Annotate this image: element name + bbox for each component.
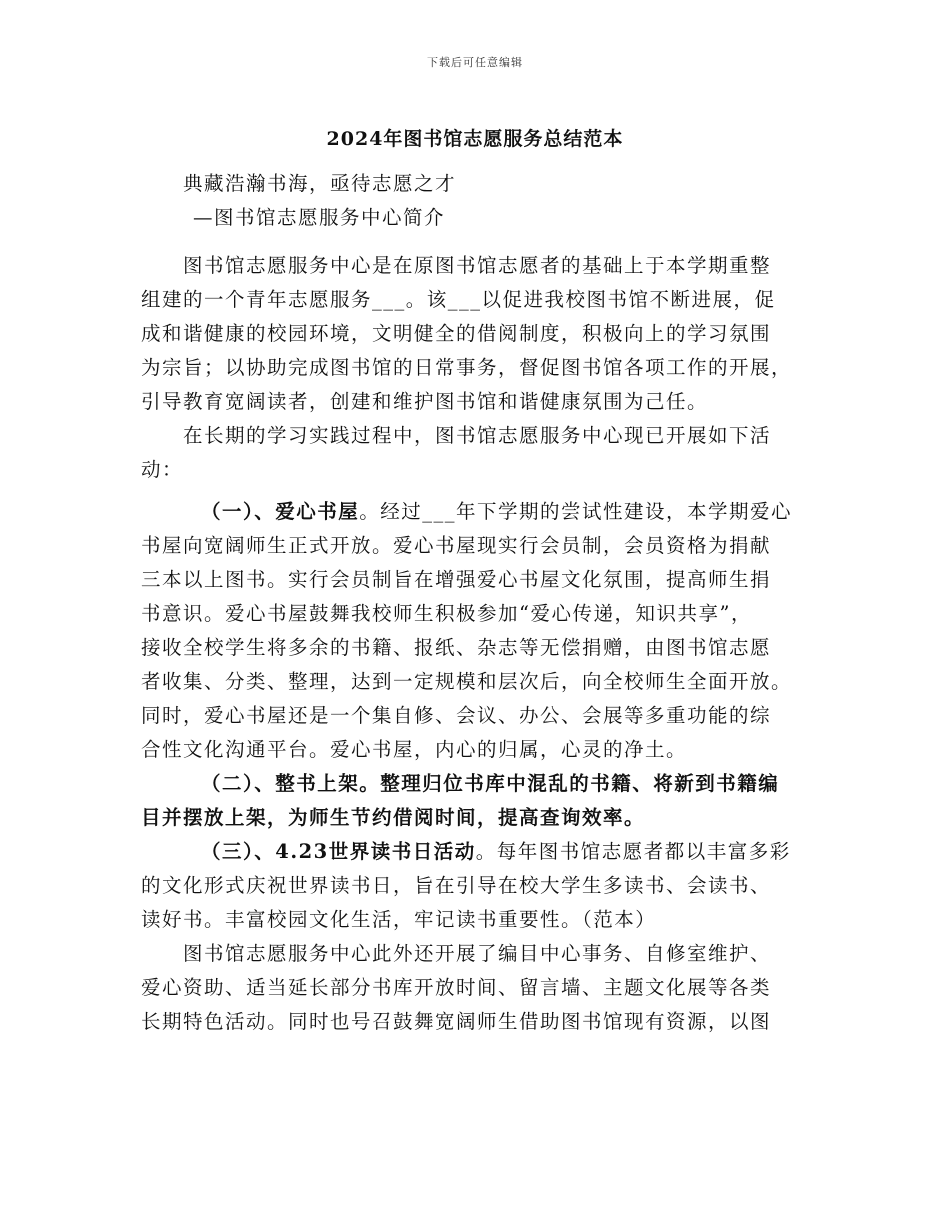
section-first-line [141,835,831,869]
paragraph-line: 图书馆志愿服务中心此外还开展了编目中心事务、自修室维护、 [183,942,772,965]
section-heading: （三）、4.23世界读书日活动 [201,840,476,863]
paragraph-activities-intro [141,419,831,487]
subtitle-line-2: —图书馆志愿服务中心简介 [193,206,446,229]
paragraph-line: 者收集、分类、整理，达到一定规模和层次后，向全校师生全面开放。 [141,670,793,693]
paragraph-line: 图书馆志愿服务中心是在原图书馆志愿者的基础上于本学期重整 [183,254,772,277]
paragraph-line: 书意识。爱心书屋鼓舞我校师生积极参加“爱心传递，知识共享”， [141,602,752,625]
paragraph-other-activities [141,937,831,1039]
document-body [141,167,831,1039]
paragraph-line: 长期特色活动。同时也号召鼓舞宽阔师生借助图书馆现有资源，以图 [141,1010,772,1033]
paragraph-intro [141,249,831,419]
paragraph-line: 动： [141,458,184,481]
paragraph-line: 同时，爱心书屋还是一个集自修、会议、办公、会展等多重功能的综 [141,704,772,727]
paragraph-line: 目并摆放上架，为师生节约借阅时间，提高查询效率。 [141,806,646,829]
paragraph-line: 合性文化沟通平台。爱心书屋，内心的归属，心灵的净土。 [141,738,688,761]
paragraph-line: 组建的一个青年志愿服务___。该___以促进我校图书馆不断进展，促 [141,288,776,311]
section-love-book-house [141,495,831,767]
paragraph-line: 书屋向宽阔师生正式开放。爱心书屋现实行会员制，会员资格为捐献 [141,534,772,557]
section-text: 。每年图书馆志愿者都以丰富多彩 [475,840,791,863]
paragraph-line: 爱心资助、适当延长部分书库开放时间、留言墙、主题文化展等各类 [141,976,772,999]
section-heading: （一）、爱心书屋 [201,500,360,523]
paragraph-line: 成和谐健康的校园环境，文明健全的借阅制度，积极向上的学习氛围 [141,322,772,345]
paragraph-line: 三本以上图书。实行会员制旨在增强爱心书屋文化氛围，提高师生捐 [141,568,772,591]
paragraph-line: 在长期的学习实践过程中，图书馆志愿服务中心现已开展如下活 [183,424,772,447]
section-shelving [141,767,831,835]
paragraph-line: 接收全校学生将多余的书籍、报纸、杂志等无偿捐赠，由图书馆志愿 [141,636,772,659]
document-title: 2024年图书馆志愿服务总结范本 [326,128,624,150]
section-first-line [141,495,831,529]
section-text: 。经过___年下学期的尝试性建设，本学期爱心 [359,500,793,523]
paragraph-line: 为宗旨；以协助完成图书馆的日常事务，督促图书馆各项工作的开展， [141,356,793,379]
paragraph-line: 读好书。丰富校园文化生活，牢记读书重要性。（范本） [141,908,657,931]
paragraph-line: 引导教育宽阔读者，创建和维护图书馆和谐健康氛围为己任。 [141,390,709,413]
paragraph-line: 的文化形式庆祝世界读书日，旨在引导在校大学生多读书、会读书、 [141,874,772,897]
subtitle-line-1: 典藏浩瀚书海，亟待志愿之才 [183,172,457,195]
header-note: 下载后可任意编辑 [427,56,523,69]
section-world-book-day [141,835,831,937]
paragraph-line: （二）、整书上架。整理归位书库中混乱的书籍、将新到书籍编 [201,772,780,795]
